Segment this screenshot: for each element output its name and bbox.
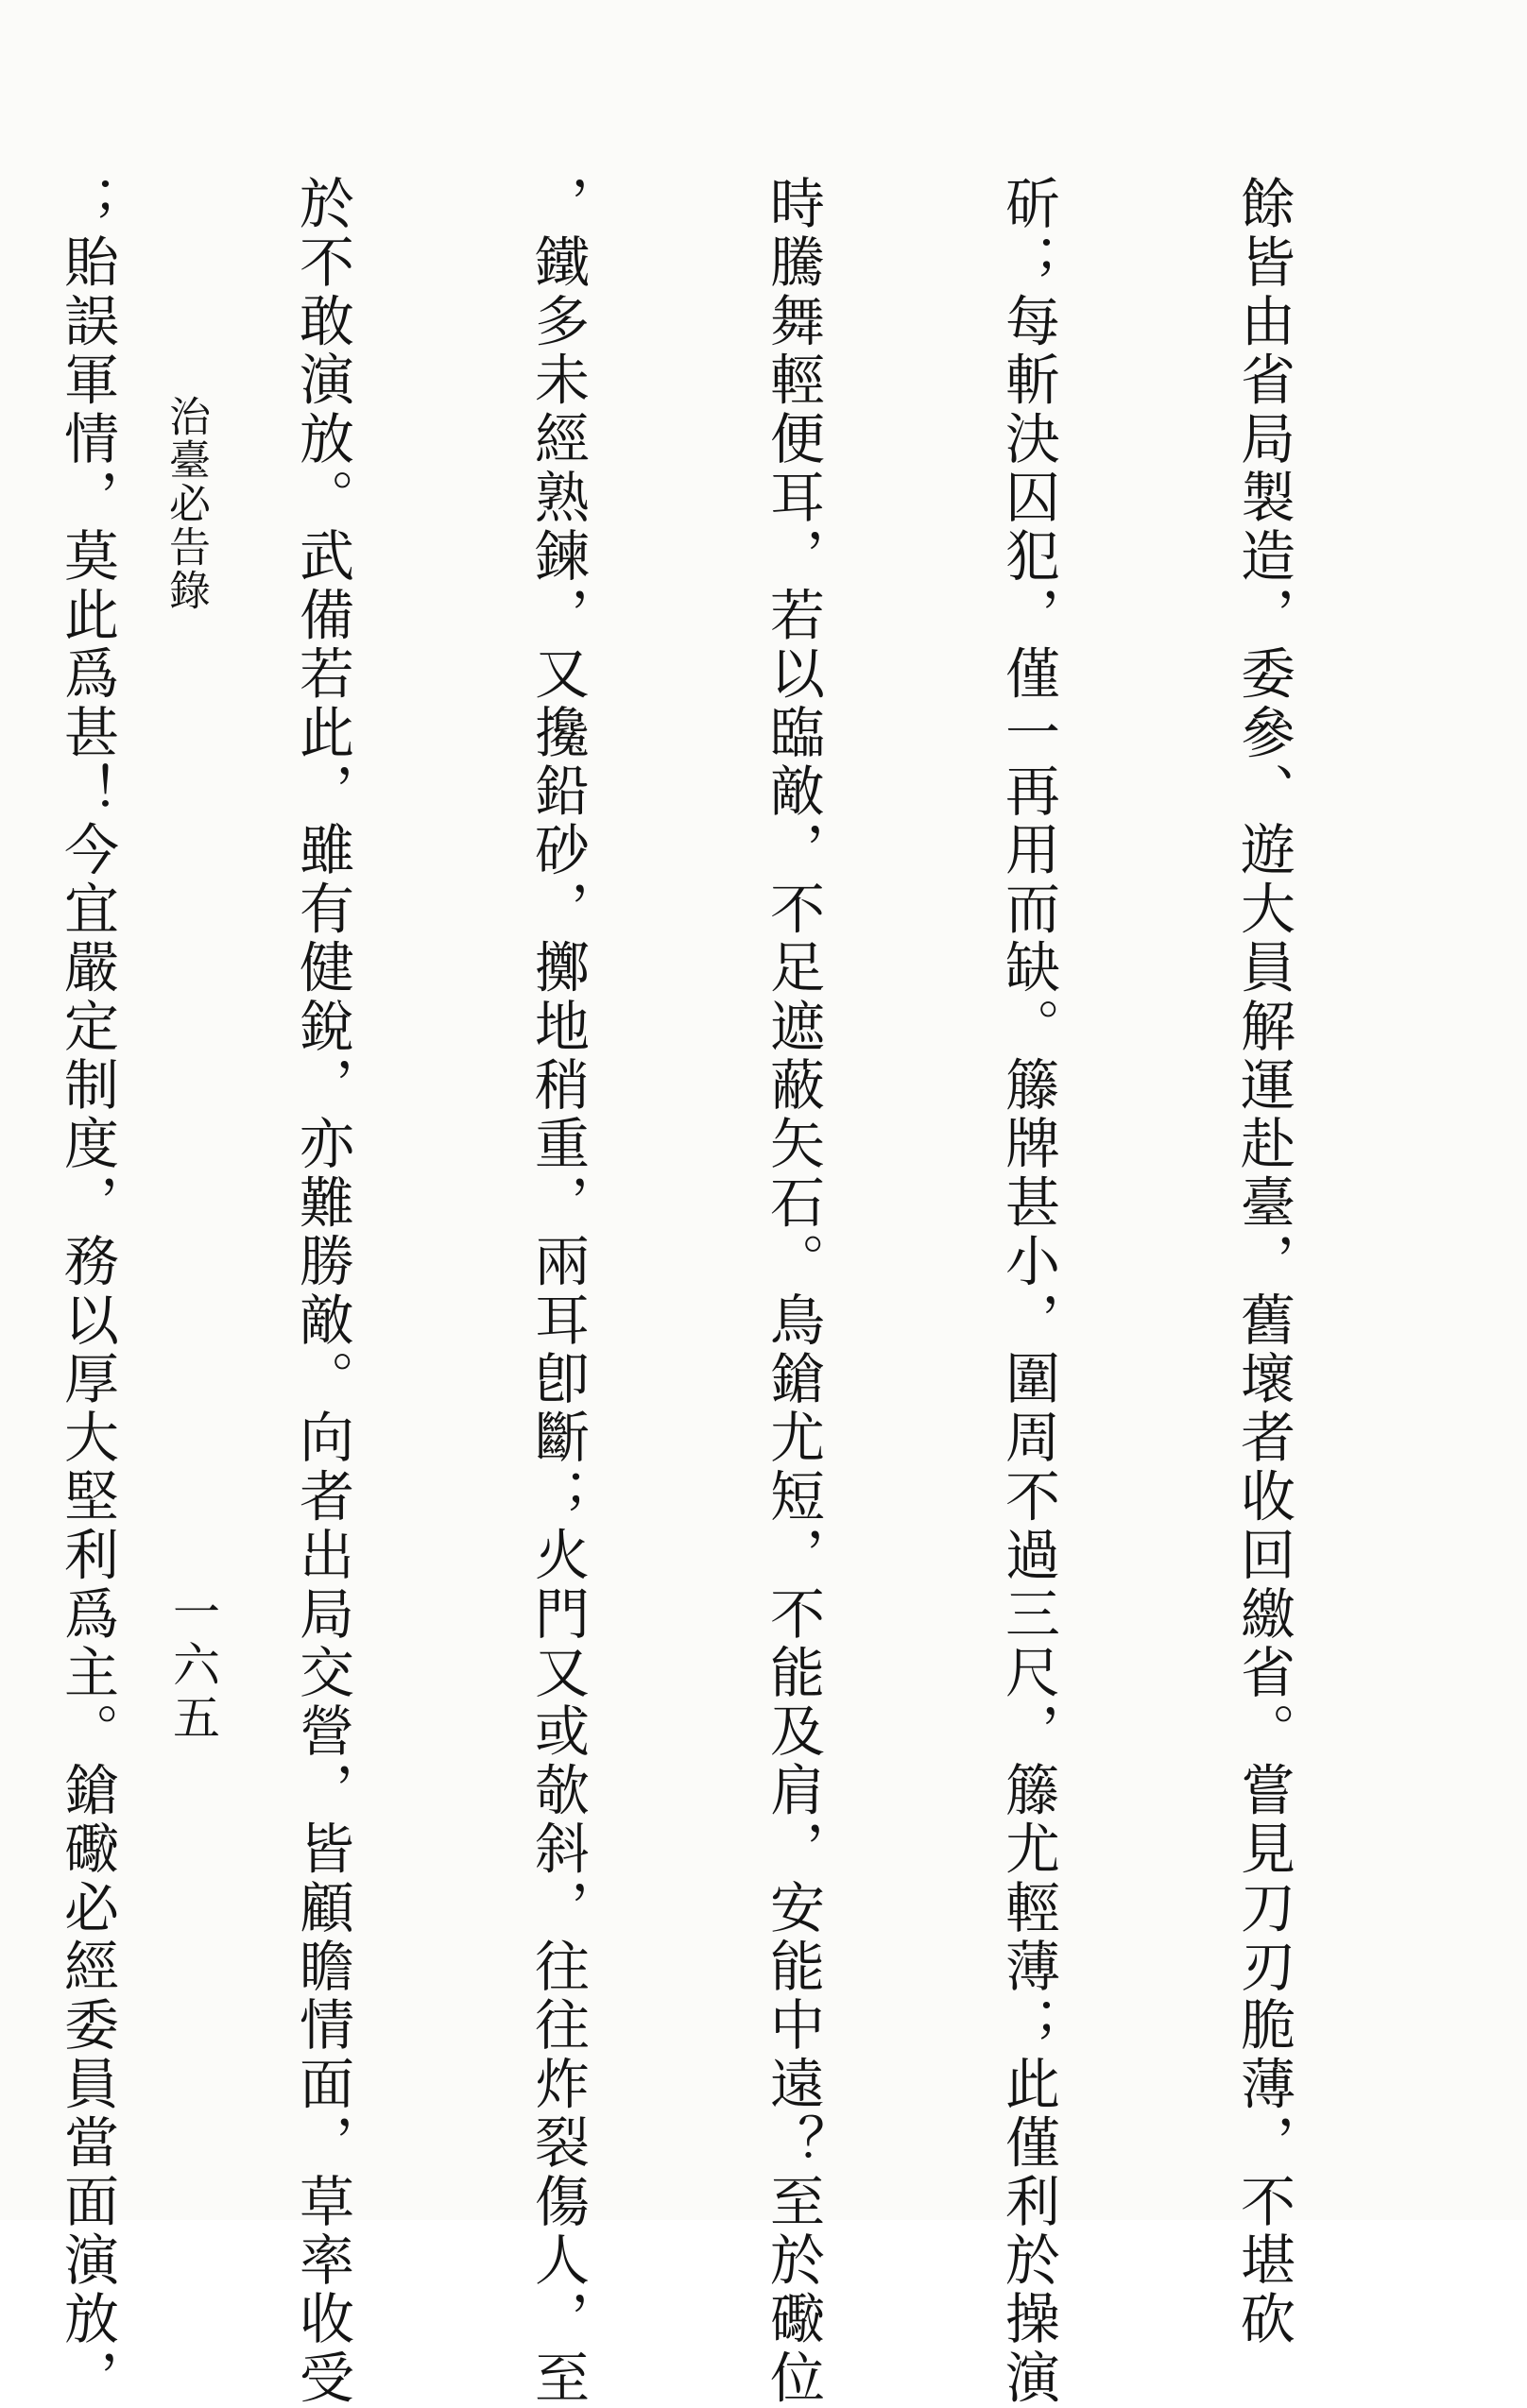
text-column: ，鐵多未經熟鍊，又攙鉛砂，擲地稍重，兩耳卽斷；火門又或欹斜，往往炸裂傷人，至 [525,175,590,2408]
text-column: 於不敢演放。武備若此，雖有健銳，亦難勝敵。向者出局交營，皆顧瞻情面，草率收受 [290,175,354,2408]
text-column: 時騰舞輕便耳，若以臨敵，不足遮蔽矢石。鳥鎗尤短，不能及肩，安能中遠？至於礮位 [761,175,825,2408]
running-title: 治臺必告錄 [162,395,210,612]
text-column: ；貽誤軍情，莫此爲甚！今宜嚴定制度，務以厚大堅利爲主。鎗礮必經委員當面演放， [55,175,119,2408]
text-column: 斫；每斬決囚犯，僅一再用而缺。籐牌甚小，圍周不過三尺，籐尤輕薄；此僅利於操演 [996,175,1060,2408]
text-column: 餘皆由省局製造，委參、遊大員解運赴臺，舊壞者收回繳省。嘗見刀刃脆薄，不堪砍 [1231,175,1295,2349]
page-number: 一六五 [165,1587,220,1746]
